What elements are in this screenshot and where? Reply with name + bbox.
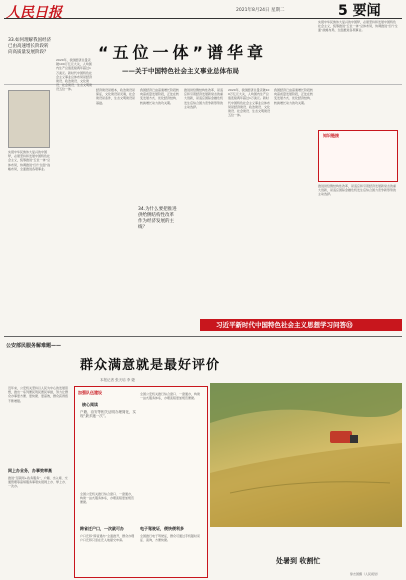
article-column-1 — [8, 386, 70, 466]
feature-column-5-text: 2020年，我国经济总量突破100万亿元大关，人均国内生产总值连续两年超过1万美元。新时代中国特色社会主义事业总体布局是经济建设、政治建设、文化建设、社会建设、生态文明建设五位一体。 — [228, 88, 270, 118]
box-subhead-1: 核心阅读 — [82, 402, 98, 407]
feature-headline: “五位一体”谱华章 — [98, 43, 268, 62]
article-column-1b — [8, 476, 70, 576]
feature-column-6-text: 我国经济已由高速增长阶段转向高质量发展阶段，正处在转变发展方式、优化经济结构、转换增长动力的攻关期。 — [274, 88, 314, 105]
box-text-right: 全国公安机关推行综合窗口、一窗通办，构建一站式服务体系，办理流程更加规范便捷。 — [140, 392, 201, 401]
top-rule — [4, 18, 402, 19]
series-banner-text: 习近平新时代中国特色社会主义思想学习问答㉝ — [216, 321, 353, 329]
box-heading: 加强队伍建设 — [78, 390, 102, 395]
side-question-2: 34.为什么要把推进供给侧结构性改革作为经济发展的主线？ — [138, 207, 177, 230]
article-kicker: 公安部民服务解难题—— — [6, 343, 62, 349]
feature-column-0 — [8, 150, 52, 310]
masthead-logo: 人民日报 — [6, 5, 62, 21]
feature-column-3 — [140, 88, 180, 203]
box-lead — [80, 410, 136, 490]
section-2-text: 全国推行电子驾驶证，群众可通过手机随时亮证、查询，方便快捷。 — [140, 534, 201, 543]
harvest-photo — [210, 383, 402, 527]
section-2-title: 电子驾驶证，便快便利多 — [140, 526, 184, 531]
article-byline: 本报记者 张天培 李 婕 — [100, 378, 135, 382]
section-1-title: 网上办业务，办事效率高 — [8, 468, 52, 473]
box-column-right-2 — [140, 534, 202, 574]
feature-column-4 — [184, 88, 224, 313]
box-lead-text: 户籍、治安等相关证明办理简化，实现“最多跑一次”。 — [80, 410, 136, 419]
feature-column-1-text: 2020年，我国经济总量突破100万亿元大关，人均国内生产总值连续两年超过1万美元。新时代中国特色社会主义事业总体布局是经济建设、政治建设、文化建设、社会建设、生态文明建设五位一体。 — [56, 58, 92, 92]
photo-caption: 处暑到 收割忙 — [276, 557, 321, 565]
feature-column-7-text: 实现中华民族伟大复兴的中国梦，必须坚持和发展中国特色社会主义，统筹推进“五位一体”总体布局，协调推进“四个全面”战略布局，全面推进各项事业。 — [318, 20, 398, 33]
feature-column-8-text: 推进供给侧结构性改革，是适应和引领经济发展新常态的重大创新，是适应国际金融危机发生后综合国力竞争新形势的主动选择。 — [318, 184, 397, 197]
feature-column-3-text: 我国经济已由高速增长阶段转向高质量发展阶段，正处在转变发展方式、优化经济结构、转换增长动力的攻关期。 — [140, 88, 180, 105]
feature-column-6 — [274, 88, 314, 313]
page-title: 5 要闻 — [338, 3, 381, 19]
date-line: 2021年8月24日 星期二 — [236, 8, 285, 13]
article-intro-text: 近年来，公安机关坚持以人民为中心的发展思想，推出一系列便民利民惠民举措，努力让群众办事更方便、更快捷、更高效，群众获得感不断增强。 — [8, 386, 69, 403]
article-headline: 群众满意就是最好评价 — [80, 358, 221, 373]
box-column-right — [140, 392, 202, 522]
illustration-image — [8, 90, 50, 148]
feature-column-0-text: 实现中华民族伟大复兴的中国梦，必须坚持和发展中国特色社会主义，统筹推进“五位一体”总体布局，协调推进“四个全面”战略布局，全面推进各项事业。 — [8, 150, 51, 171]
box-subhead-2: 跨省迁户口，一次就可办 — [80, 526, 124, 531]
glossary-title: 知识链接 — [323, 133, 339, 138]
box-column-left — [80, 492, 136, 522]
box-text: 全国公安机关推行综合窗口、一窗通办，构建一站式服务体系，办理流程更加规范便捷。 — [80, 492, 135, 505]
box-text-2: 户口迁移“跨省通办”全面推开，群众办理户口迁移只需在迁入地提交申请。 — [80, 534, 135, 543]
feature-column-5 — [228, 88, 270, 313]
side-question-1: 33.如何理解我国经济已由高速增长阶段转向高质量发展阶段？ — [8, 38, 52, 55]
section-divider — [4, 336, 402, 337]
photo-credit: 徐志国摄（人民视觉） — [350, 572, 381, 576]
feature-column-2 — [96, 88, 136, 313]
feature-column-1 — [56, 58, 92, 218]
feature-column-4-text: 推进供给侧结构性改革，是适应和引领经济发展新常态的重大创新，是适应国际金融危机发生后综合国力竞争新形势的主动选择。 — [184, 88, 224, 109]
section-1-text: 推进“互联网+政务服务”，户籍、出入境、交通管理等高频服务事项实现网上办、掌上办、一次办。 — [8, 476, 69, 489]
harvest-photo-art — [210, 383, 402, 527]
box-column-left-2 — [80, 534, 136, 574]
feature-column-8 — [318, 184, 398, 314]
feature-column-2-text: 经济建设是根本，政治建设是保证，文化建设是灵魂，社会建设是条件，生态文明建设是基础。 — [96, 88, 136, 105]
feature-subheadline: ——关于中国特色社会主义事业总体布局 — [122, 67, 239, 75]
feature-column-7 — [318, 20, 398, 125]
